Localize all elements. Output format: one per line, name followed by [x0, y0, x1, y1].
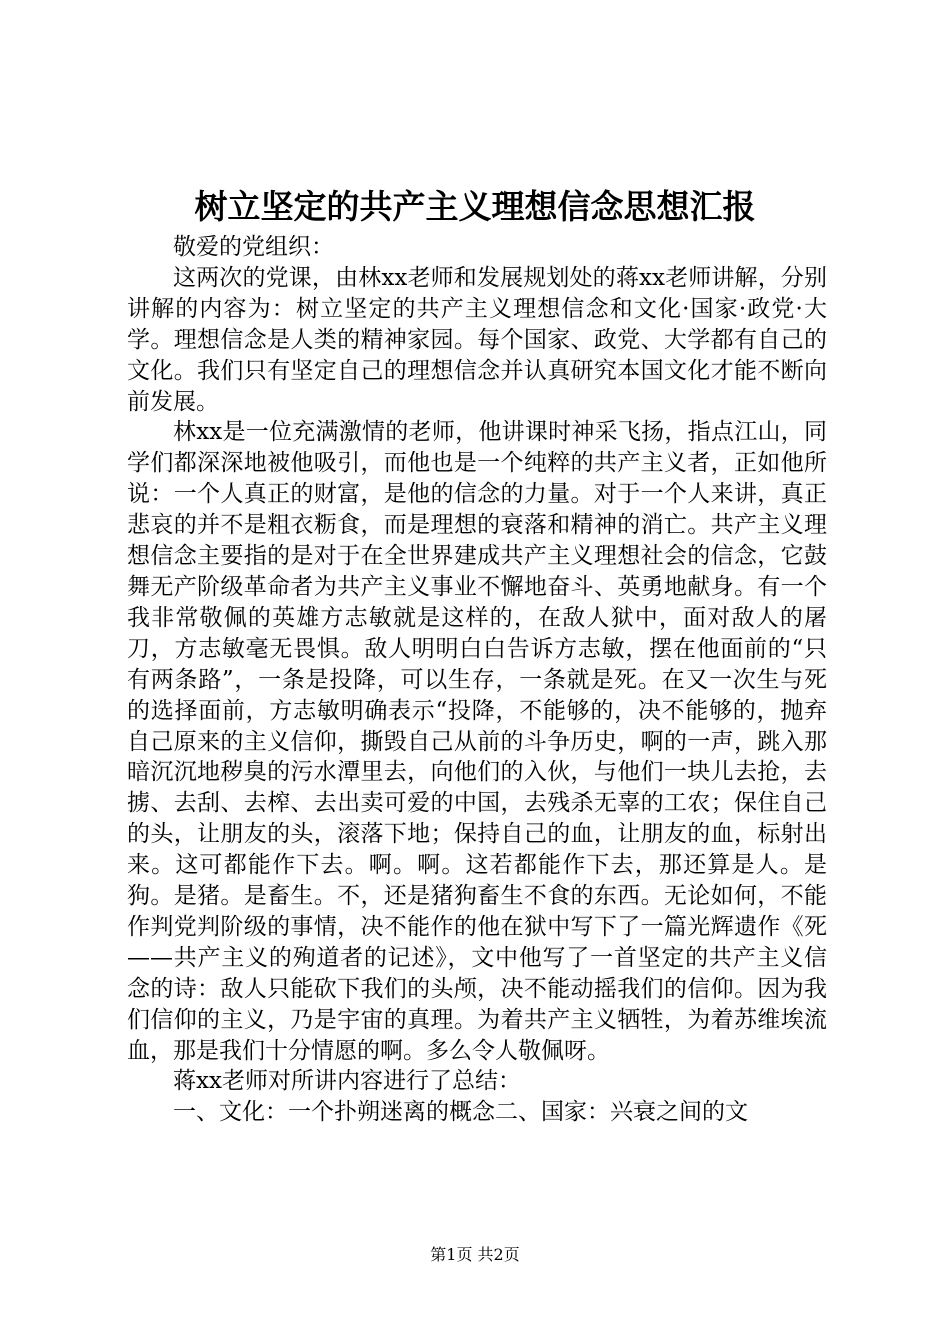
paragraph-outline: 一、文化：一个扑朔迷离的概念二、国家：兴衰之间的文 [173, 1099, 748, 1126]
document-title: 树立坚定的共产主义理想信念思想汇报 [194, 187, 756, 226]
page-footer: 第1页 共2页 [430, 1245, 520, 1264]
paragraph-intro: 这两次的党课，由林xx老师和发展规划处的蒋xx老师讲解，分别讲解的内容为：树立坚定的共产主义理想信念和文化·国家·政党·大学。理想信念是人类的精神家园。每个国家、政党、大学都有自己的文化。我们只有坚定自己的理想信念并认真研究本国文化才能不断向前发展。 [127, 264, 827, 415]
paragraph-lin-lecture: 林xx是一位充满激情的老师，他讲课时神采飞扬，指点江山，同学们都深深地被他吸引，而他也是一个纯粹的共产主义者，正如他所说：一个人真正的财富，是他的信念的力量。对于一个人来讲，真正悲哀的并不是粗衣粝食，而是理想的衰落和精神的消亡。共产主义理想信念主要指的是对于在全世界建成共产主义理想社会的信念，它鼓舞无产阶级革命者为共产主义事业不懈地奋斗、英勇地献身。有一个我非常敬佩的英雄方志敏就是这样的，在敌人狱中，面对敌人的屠刀，方志敏毫无畏惧。敌人明明白白告诉方志敏，摆在他面前的“只有两条路”，一条是投降，可以生存，一条就是死。在又一次生与死的选择面前，方志敏明确表示“投降，不能够的，决不能够的，抛弃自己原来的主义信仰，撕毁自己从前的斗争历史，啊的一声，跳入那暗沉沉地秽臭的污水潭里去，向他们的入伙，与他们一块儿去抢，去掳、去刮、去榨、去出卖可爱的中国，去残杀无辜的工农；保住自己的头，让朋友的头，滚落下地；保持自己的血，让朋友的血，标射出来。这可都能作下去。啊。啊。这若都能作下去，那还算是人。是狗。是猪。是畜生。不，还是猪狗畜生不食的东西。无论如何，不能作判党判阶级的事情，决不能作的他在狱中写下了一篇光辉遗作《死——共产主义的殉道者的记述》，文中他写了一首坚定的共产主义信念的诗：敌人只能砍下我们的头颅，决不能动摇我们的信仰。因为我们信仰的主义，乃是宇宙的真理。为着共产主义牺牲，为着苏维埃流血，那是我们十分情愿的啊。多么令人敬佩呀。 [127, 419, 827, 1064]
paragraph-jiang-summary: 蒋xx老师对所讲内容进行了总结： [173, 1068, 521, 1095]
salutation: 敬爱的党组织： [173, 234, 334, 260]
document-body [127, 232, 827, 1128]
